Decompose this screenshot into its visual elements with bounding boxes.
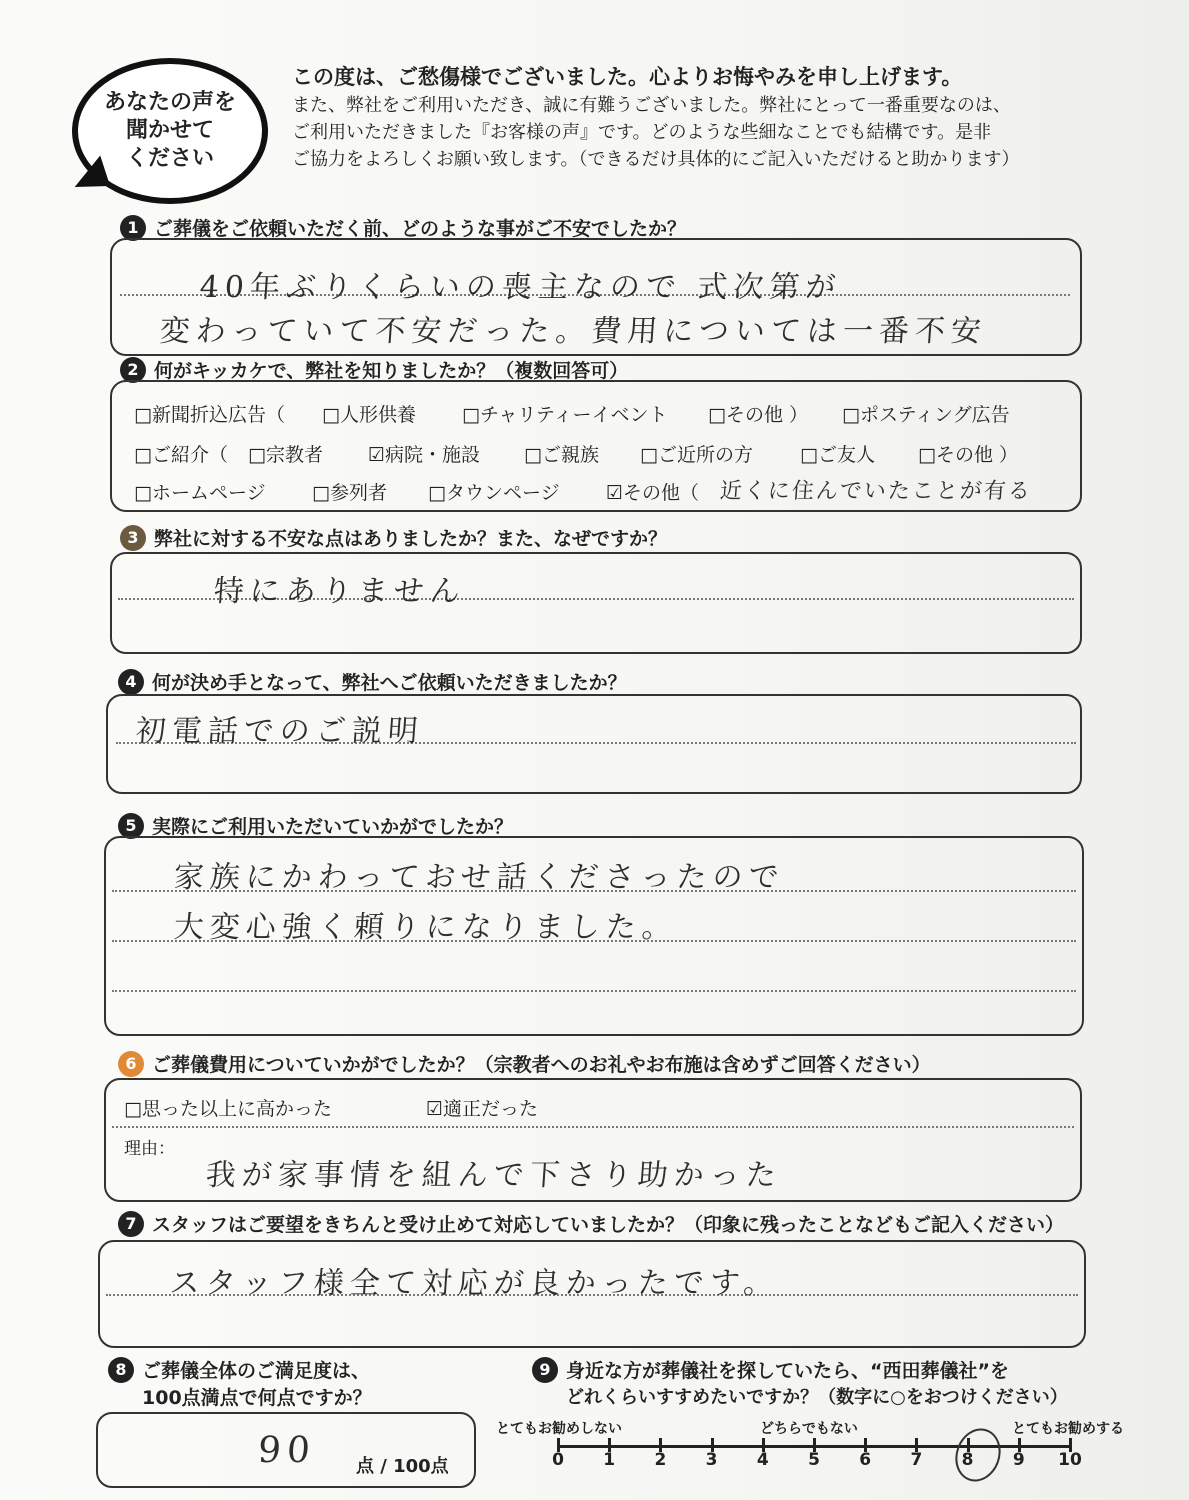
question-label: 弊社に対する不安な点はありましたか？また、なぜですか？ (154, 528, 668, 550)
score-unit: 点 / 100点 (356, 1456, 449, 1477)
question-number: 3 (120, 525, 146, 551)
scale-number-3[interactable]: 3 (705, 1450, 718, 1470)
handwritten-answer: 家族にかわっておせ話くださったので (172, 860, 786, 895)
scale-number-6[interactable]: 6 (859, 1450, 872, 1470)
checkbox-homepage[interactable]: □ホームページ (134, 482, 266, 504)
question-number: 8 (108, 1357, 134, 1383)
question-4 (118, 668, 627, 695)
question-label: 何が決め手となって、弊社へご依頼いただきましたか？ (152, 672, 627, 694)
scale-number-4[interactable]: 4 (756, 1450, 769, 1470)
question-6 (118, 1050, 931, 1077)
question-3 (120, 524, 667, 551)
speech-bubble (72, 58, 268, 204)
scale-number-0[interactable]: 0 (552, 1450, 564, 1470)
intro-text (292, 62, 1172, 173)
scale-number-1[interactable]: 1 (603, 1450, 616, 1470)
question-number: 9 (532, 1357, 558, 1383)
bubble-line-1: あなたの声を (103, 90, 236, 115)
question-number: 5 (118, 813, 144, 839)
scale-number-5[interactable]: 5 (808, 1450, 820, 1470)
handwritten-answer: スタッフ様全て対応が良かったです。 (168, 1266, 781, 1301)
intro-line-1: この度は、ご愁傷様でございました。心よりお悔やみを申し上げます。 (292, 65, 963, 89)
question-8 (108, 1356, 372, 1410)
intro-line-2: また、弊社をご利用いただき、誠に有難うございました。弊社にとって一番重要なのは、 (292, 95, 1011, 116)
question-1 (120, 214, 686, 241)
handwritten-score: 90 (256, 1430, 318, 1471)
question-label-1: 身近な方が葬儀社を探していたら、“西田葬儀社”を (566, 1360, 1009, 1382)
checkbox-clergy[interactable]: □宗教者 (248, 444, 323, 466)
scale-label-mid: どちらでもない (760, 1421, 858, 1437)
ruled-line (112, 1126, 1074, 1128)
handwritten-other: 近くに住んでいたことが有る (718, 479, 1033, 504)
handwritten-answer: 大変心強く頼りになりました。 (172, 910, 679, 945)
question-label-2: どれくらいすすめたいですか？（数字に○をおつけください） (566, 1387, 1068, 1408)
question-5 (118, 812, 513, 839)
intro-line-3: ご利用いただきました『お客様の声』です。どのような些細なことでも結構です。是非 (292, 122, 992, 143)
checkbox-attendee[interactable]: □参列者 (312, 482, 387, 504)
question-label: 何がキッカケで、弊社を知りましたか？（複数回答可） (154, 360, 629, 382)
handwritten-answer: 変わっていて不安だった。費用については一番不安 (158, 314, 989, 349)
question-number: 2 (120, 357, 146, 383)
checkbox-other-2[interactable]: □その他 ） (918, 444, 1018, 466)
question-label-2: 100点満点で何点ですか？ (142, 1387, 372, 1409)
checkbox-townpage[interactable]: □タウンページ (428, 482, 560, 504)
scale-number-10[interactable]: 10 (1058, 1450, 1082, 1470)
handwritten-answer: 初電話でのご説明 (134, 714, 425, 749)
question-number: 4 (118, 669, 144, 695)
question-label: スタッフはご要望をきちんと受け止めて対応していましたか？（印象に残ったことなどもご記入ください） (152, 1214, 1065, 1236)
scale-number-9[interactable]: 9 (1012, 1450, 1025, 1470)
checkbox-posting[interactable]: □ポスティング広告 (842, 404, 1010, 426)
bubble-tail (68, 156, 110, 197)
scale-number-8[interactable]: 8 (961, 1450, 974, 1470)
question-7 (118, 1210, 1064, 1237)
question-number: 1 (120, 215, 146, 241)
checkbox-newspaper[interactable]: □新聞折込広告（ (134, 404, 285, 426)
selected-circle-mark (948, 1422, 1008, 1488)
handwritten-answer[interactable]: 我が家事情を組んで下さり助かった (204, 1158, 783, 1193)
question-9 (532, 1356, 1068, 1409)
scale-label-right: とてもお勧めする (1012, 1421, 1124, 1437)
question-label: 実際にご利用いただいていかがでしたか？ (152, 816, 514, 838)
checkbox-other-3[interactable]: ☑その他（ (606, 482, 700, 504)
question-2 (120, 356, 628, 383)
checkbox-appropriate[interactable]: ☑適正だった (426, 1098, 539, 1120)
question-label: ご葬儀をご依頼いただく前、どのような事がご不安でしたか？ (154, 218, 687, 240)
checkbox-friend[interactable]: □ご友人 (800, 444, 875, 466)
scale-number-7[interactable]: 7 (910, 1450, 923, 1470)
question-label-1: ご葬儀全体のご満足度は、 (142, 1360, 371, 1382)
checkbox-charity[interactable]: □チャリティーイベント (462, 404, 668, 426)
checkbox-expensive[interactable]: □思った以上に高かった (124, 1098, 332, 1120)
checkbox-neighbor[interactable]: □ご近所の方 (640, 444, 753, 466)
checkbox-relatives[interactable]: □ご親族 (524, 444, 599, 466)
scale-number-2[interactable]: 2 (654, 1450, 667, 1470)
checkbox-other-1[interactable]: □その他 ） (708, 404, 808, 426)
checkbox-referral[interactable]: □ご紹介（ (134, 444, 228, 466)
question-number: 7 (118, 1211, 144, 1237)
scale-label-left: とてもお勧めしない (496, 1421, 622, 1437)
question-number: 6 (118, 1051, 144, 1077)
bubble-line-2: 聞かせて (125, 118, 214, 143)
reason-label: 理由： (124, 1139, 175, 1159)
intro-line-4: ご協力をよろしくお願い致します。（できるだけ具体的にご記入いただけると助かります） (292, 149, 1020, 170)
ruled-line (112, 990, 1076, 992)
handwritten-answer: 特にありません (212, 574, 467, 609)
bubble-line-3: ください (125, 146, 214, 171)
checkbox-doll[interactable]: □人形供養 (322, 404, 416, 426)
handwritten-answer: 40年ぶりくらいの喪主なので 式次第が (198, 270, 843, 305)
question-label: ご葬儀費用についていかがでしたか？（宗教者へのお礼やお布施は含めずご回答ください） (152, 1054, 931, 1076)
checkbox-hospital[interactable]: ☑病院・施設 (368, 444, 481, 466)
